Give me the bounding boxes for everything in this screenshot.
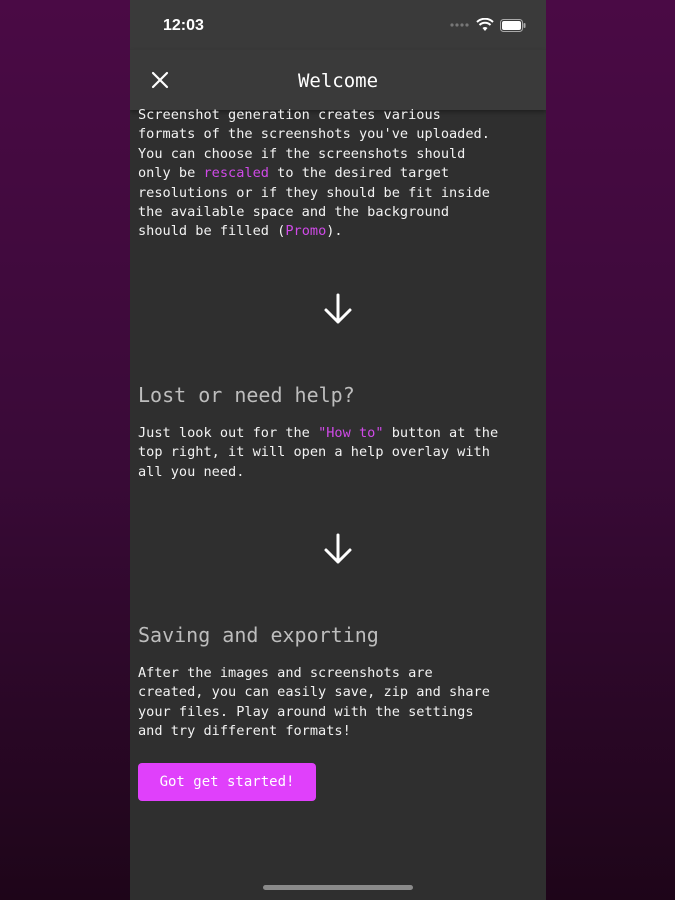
navigation-bar [130,50,546,110]
how-to-highlight: "How to" [318,425,384,441]
arrow-down-icon [322,292,354,326]
generation-text-3: ). [326,223,343,240]
generation-text-2: to the desired target resolutions or if they should be fit inside the available space and the background should be filled ( [138,165,490,240]
phone-screen [130,0,546,900]
get-started-button[interactable]: Got get started! [138,763,316,801]
help-section-title: Lost or need help? [138,383,355,407]
welcome-content [138,106,538,242]
generation-paragraph [138,106,538,242]
arrow-down-2 [130,532,546,572]
help-text-2: button at the top right, it will open a help overlay with all you need. [138,425,499,480]
status-icons [450,18,526,32]
saving-paragraph: After the images and screenshots are created, you can easily save, zip and share your files. Play around with the settings and try different formats! [138,665,490,740]
status-bar [130,0,546,50]
status-time: 12:03 [163,17,204,34]
battery-icon [500,19,526,32]
arrow-down-icon [322,532,354,566]
page-title: Welcome [297,70,379,92]
promo-link: Promo [285,223,327,240]
wifi-icon [476,18,494,32]
home-indicator[interactable] [263,885,413,890]
help-text-1: Just look out for the [138,425,319,441]
generation-text-1: Screenshot generation creates various formats of the screenshots you've uploaded. You can choose if the screenshots should only be [138,107,490,182]
saving-section-title: Saving and exporting [138,623,379,647]
arrow-down-1 [130,292,546,332]
signal-icon [450,21,470,29]
help-paragraph [138,424,538,482]
rescaled-link: rescaled [203,165,269,182]
